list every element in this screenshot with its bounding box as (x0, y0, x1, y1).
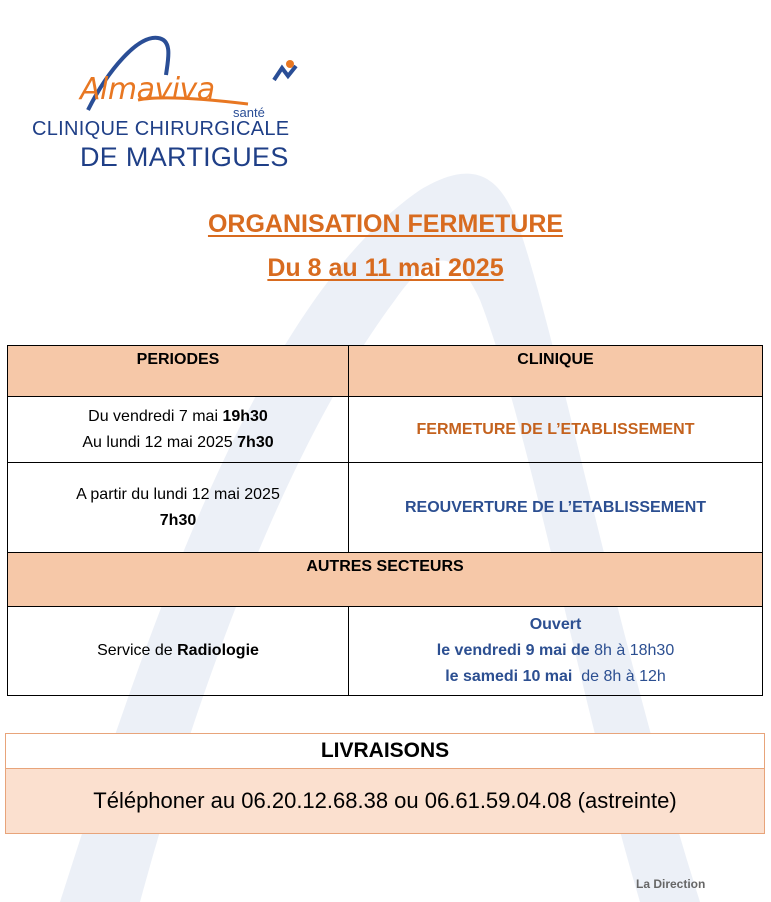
header-clinique: CLINIQUE (349, 346, 763, 397)
service-text: Service de (97, 642, 178, 659)
livraisons-box (5, 733, 765, 834)
period-line (8, 404, 348, 430)
table-row (8, 397, 763, 463)
table-header-row (8, 346, 763, 397)
section-autres-secteurs: AUTRES SECTEURS (8, 553, 763, 607)
logo-line-1: CLINIQUE CHIRURGICALE (32, 118, 290, 140)
table-row (8, 463, 763, 553)
service-cell (8, 607, 349, 696)
header-periodes: PERIODES (8, 346, 349, 397)
period-time: 7h30 (237, 433, 274, 451)
status-closure: FERMETURE DE L’ETABLISSEMENT (349, 397, 763, 463)
page-subtitle: Du 8 au 11 mai 2025 (267, 254, 504, 282)
open-label: Ouvert (529, 616, 582, 633)
logo-line-2: DE MARTIGUES (80, 142, 289, 172)
table-row (8, 607, 763, 696)
period-text: Du vendredi 7 mai (88, 407, 223, 425)
hours-cell (349, 607, 763, 696)
livraisons-title: LIVRAISONS (6, 734, 764, 768)
period-line (8, 430, 348, 456)
logo-brand: Almaviva (80, 72, 215, 107)
hours-time: 8h à 18h30 (589, 642, 675, 659)
status-reopening: REOUVERTURE DE L’ETABLISSEMENT (349, 463, 763, 553)
period-cell (8, 397, 349, 463)
period-text: A partir du lundi 12 mai 2025 (76, 485, 280, 503)
page-title: ORGANISATION FERMETURE (207, 210, 564, 238)
closure-table (7, 345, 763, 696)
hours-line (349, 638, 762, 664)
section-row (8, 553, 763, 607)
period-time: 7h30 (159, 511, 197, 529)
hours-day: le samedi 10 mai (445, 668, 573, 685)
hours-time: de 8h à 12h (572, 668, 666, 685)
service-name: Radiologie (177, 642, 259, 659)
logo-sub: santé (233, 105, 265, 120)
period-time: 19h30 (222, 407, 268, 425)
period-cell (8, 463, 349, 553)
signature: La Direction (636, 877, 706, 891)
period-text: Au lundi 12 mai 2025 (82, 433, 238, 451)
clinic-logo (28, 30, 308, 180)
livraisons-text: Téléphoner au 06.20.12.68.38 ou 06.61.59.04.08 (astreinte) (6, 768, 764, 833)
hours-line (349, 664, 762, 690)
hours-day: le vendredi 9 mai de (436, 642, 590, 659)
